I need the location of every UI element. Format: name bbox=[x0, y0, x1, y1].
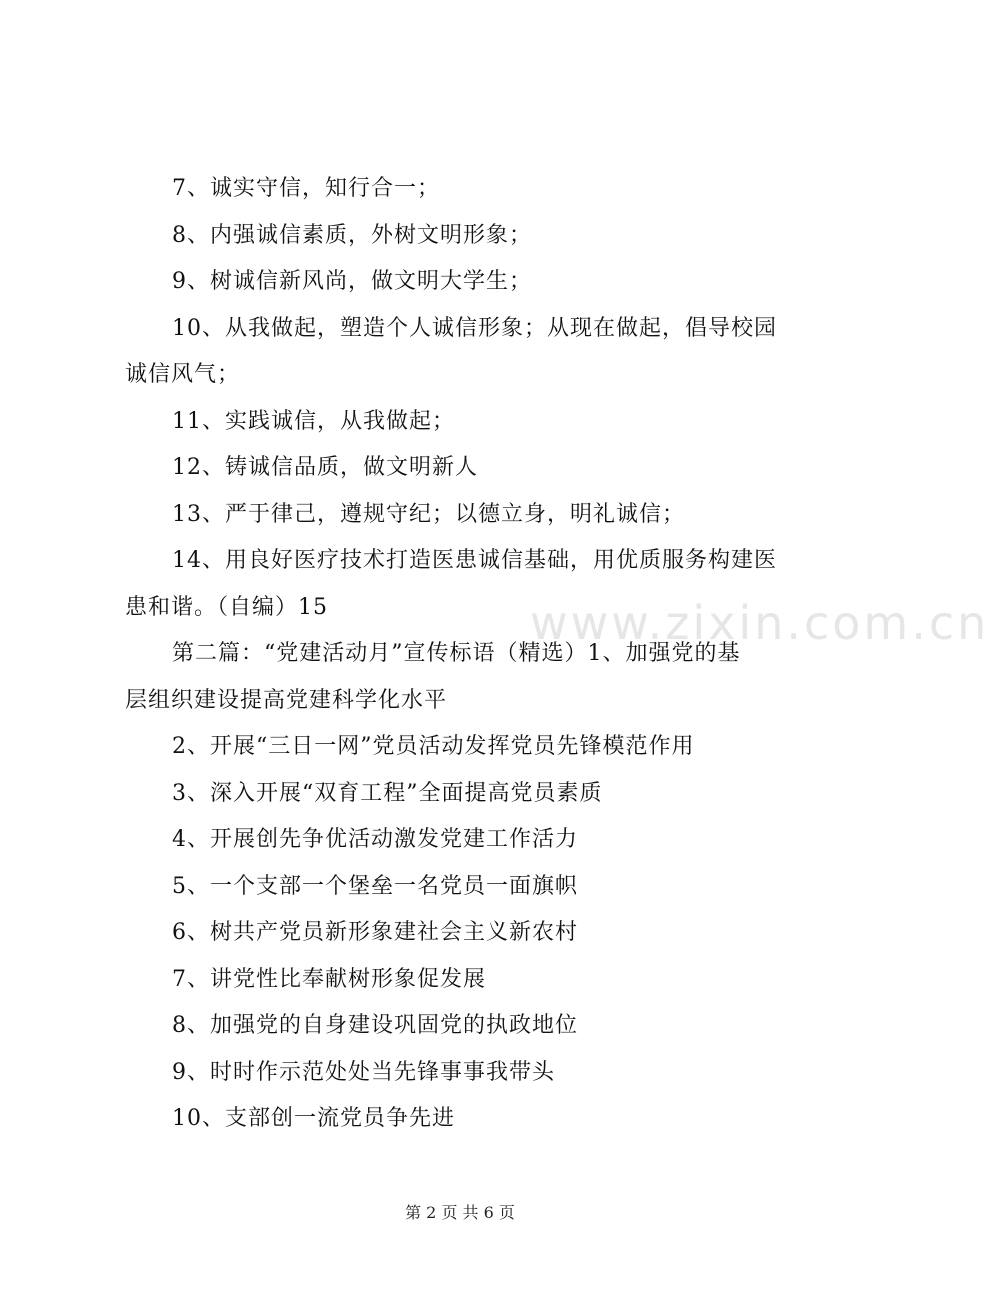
slogan-line: 14、用良好医疗技术打造医患诚信基础，用优质服务构建医 bbox=[172, 548, 777, 573]
slogan-line: 7、讲党性比奉献树形象促发展 bbox=[172, 966, 486, 992]
slogan-line: 10、从我做起，塑造个人诚信形象；从现在做起，倡导校园 bbox=[172, 315, 777, 341]
slogan-line: 2、开展“三日一网”党员活动发挥党员先锋模范作用 bbox=[172, 734, 695, 759]
page-number-footer: 第 2 页 共 6 页 bbox=[405, 1203, 515, 1222]
slogan-line: 12、铸诚信品质，做文明新人 bbox=[172, 455, 478, 480]
slogan-line: 9、时时作示范处处当先锋事事我带头 bbox=[172, 1059, 555, 1085]
section-heading: 第二篇：“党建活动月”宣传标语（精选）1、加强党的基 bbox=[172, 641, 741, 666]
slogan-line: 7、诚实守信，知行合一； bbox=[172, 176, 440, 201]
slogan-line: 9、树诚信新风尚，做文明大学生； bbox=[172, 269, 532, 294]
slogan-line-continued: 诚信风气； bbox=[125, 362, 241, 387]
slogan-line: 13、严于律己，遵规守纪；以德立身，明礼诚信； bbox=[172, 501, 685, 527]
slogan-line-continued: 患和谐。（自编）15 bbox=[125, 594, 328, 620]
slogan-line: 8、加强党的自身建设巩固党的执政地位 bbox=[172, 1013, 578, 1038]
slogan-line: 10、支部创一流党员争先进 bbox=[172, 1106, 455, 1131]
slogan-line: 6、树共产党员新形象建社会主义新农村 bbox=[172, 920, 578, 945]
slogan-line: 11、实践诚信，从我做起； bbox=[172, 408, 455, 434]
page-body bbox=[125, 166, 805, 1143]
slogan-line: 3、深入开展“双育工程”全面提高党员素质 bbox=[172, 780, 603, 806]
slogan-line: 5、一个支部一个堡垒一名党员一面旗帜 bbox=[172, 873, 578, 899]
watermark: www.zixin.com.cn bbox=[530, 596, 989, 650]
slogan-line: 8、内强诚信素质，外树文明形象； bbox=[172, 222, 532, 248]
section-heading-continued: 层组织建设提高党建科学化水平 bbox=[125, 687, 448, 713]
slogan-line: 4、开展创先争优活动激发党建工作活力 bbox=[172, 827, 578, 852]
